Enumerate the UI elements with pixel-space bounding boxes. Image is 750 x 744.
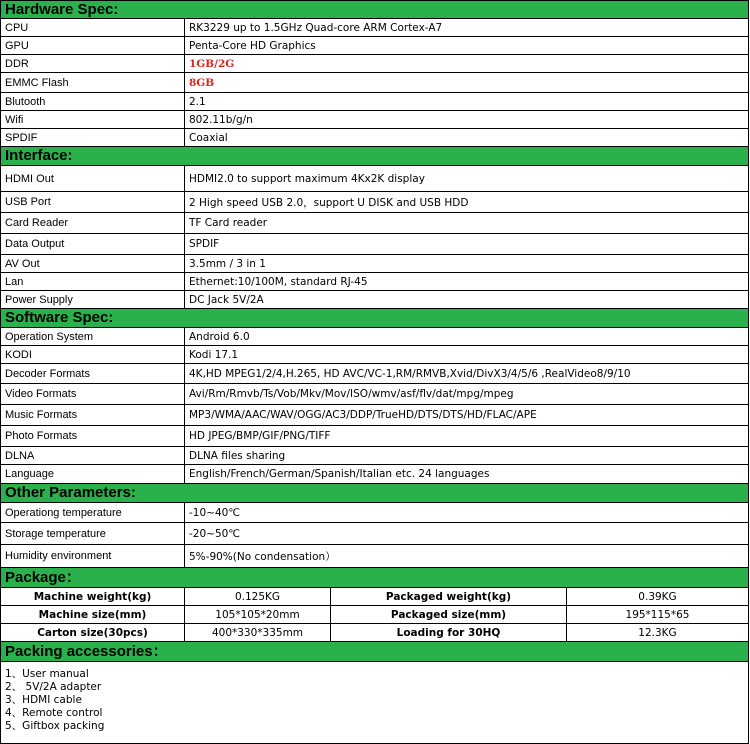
section-header-other xyxy=(0,484,749,503)
section-header-package xyxy=(0,568,749,588)
spec-value: Penta-Core HD Graphics xyxy=(189,39,316,52)
spec-label: Data Output xyxy=(1,234,185,254)
table-row xyxy=(0,426,749,447)
list-item: 5、Giftbox packing xyxy=(5,720,105,732)
table-row xyxy=(0,93,749,111)
package-value: 400*330*335mm xyxy=(185,624,331,641)
package-value: 0.39KG xyxy=(638,590,677,603)
table-row xyxy=(0,19,749,37)
spec-label: Lan xyxy=(1,273,185,290)
spec-label: Operation System xyxy=(1,328,185,345)
section-header-software xyxy=(0,309,749,328)
spec-value: English/French/German/Spanish/Italian etc. 24 languages xyxy=(189,468,490,480)
package-key: Machine size(mm) xyxy=(1,606,185,623)
spec-value: 2 High speed USB 2.0，support U DISK and USB HDD xyxy=(189,196,469,209)
table-row xyxy=(0,291,749,309)
package-key: Packaged size(mm) xyxy=(331,606,567,623)
spec-label: Language xyxy=(1,465,185,483)
spec-label: USB Port xyxy=(1,192,185,212)
spec-label: Blutooth xyxy=(1,93,185,110)
spec-value: 3.5mm / 3 in 1 xyxy=(189,257,266,270)
spec-value: 5%-90%(No condensation） xyxy=(189,550,336,563)
spec-label: Storage temperature xyxy=(1,523,185,544)
table-row xyxy=(0,384,749,405)
spec-value: -10~40℃ xyxy=(189,506,241,519)
table-row xyxy=(0,234,749,255)
spec-label: GPU xyxy=(1,37,185,54)
package-value: 0.125KG xyxy=(185,588,331,605)
spec-label: Humidity environment xyxy=(1,545,185,567)
spec-value: DC Jack 5V/2A xyxy=(189,293,264,306)
table-row xyxy=(0,545,749,568)
spec-label: Decoder Formats xyxy=(1,364,185,383)
spec-label: Card Reader xyxy=(1,213,185,233)
section-title: Packing accessories： xyxy=(5,642,168,660)
spec-label: Operationg temperature xyxy=(1,503,185,522)
spec-value: 802.11b/g/n xyxy=(189,113,253,126)
accessories-list xyxy=(0,662,749,744)
spec-value: RK3229 up to 1.5GHz Quad-core ARM Cortex-A7 xyxy=(189,21,443,34)
list-item: 4、Remote control xyxy=(5,707,103,719)
spec-value: Android 6.0 xyxy=(189,330,250,343)
spec-label: Music Formats xyxy=(1,405,185,425)
spec-value: 4K,HD MPEG1/2/4,H.265, HD AVC/VC-1,RM/RMVB,Xvid/DivX3/4/5/6 ,RealVideo8/9/10 xyxy=(189,367,631,380)
package-value: 105*105*20mm xyxy=(185,606,331,623)
spec-value: 2.1 xyxy=(189,95,206,108)
spec-value: DLNA files sharing xyxy=(189,449,286,462)
section-title: Hardware Spec: xyxy=(5,0,119,18)
spec-label: Video Formats xyxy=(1,384,185,404)
spec-label: Wifi xyxy=(1,111,185,128)
table-row xyxy=(0,346,749,364)
spec-value: Kodi 17.1 xyxy=(189,348,239,361)
spec-label: AV Out xyxy=(1,255,185,272)
list-item: 3、HDMI cable xyxy=(5,694,82,706)
section-title: Interface: xyxy=(5,147,73,164)
spec-value: Avi/Rm/Rmvb/Ts/Vob/Mkv/Mov/ISO/wmv/asf/flv/dat/mpg/mpeg xyxy=(189,388,514,400)
package-key: Machine weight(kg) xyxy=(1,588,185,605)
spec-label: Power Supply xyxy=(1,291,185,308)
spec-value: SPDIF xyxy=(189,238,220,250)
package-row xyxy=(0,606,749,624)
table-row xyxy=(0,111,749,129)
package-value: 12.3KG xyxy=(638,626,677,639)
table-row xyxy=(0,213,749,234)
spec-label: SPDIF xyxy=(1,129,185,146)
list-item: 1、User manual xyxy=(5,668,89,680)
table-row xyxy=(0,255,749,273)
table-row xyxy=(0,465,749,484)
table-row xyxy=(0,364,749,384)
table-row xyxy=(0,273,749,291)
spec-value: TF Card reader xyxy=(189,217,268,229)
table-row xyxy=(0,523,749,545)
package-key: Carton size(30pcs) xyxy=(1,624,185,641)
table-row xyxy=(0,129,749,147)
list-item: 2、 5V/2A adapter xyxy=(5,681,102,693)
package-value: 195*115*65 xyxy=(625,608,690,621)
table-row xyxy=(0,166,749,192)
table-row xyxy=(0,55,749,73)
table-row xyxy=(0,192,749,213)
section-title: Other Parameters: xyxy=(5,484,136,501)
table-row xyxy=(0,503,749,523)
spec-value-highlight: 1GB/2G xyxy=(189,57,235,70)
spec-value: -20~50℃ xyxy=(189,527,241,540)
section-title: Package： xyxy=(5,568,81,586)
spec-label: DLNA xyxy=(1,447,185,464)
spec-value: Ethernet:10/100M, standard RJ-45 xyxy=(189,275,368,288)
spec-label: CPU xyxy=(1,19,185,36)
table-row xyxy=(0,405,749,426)
package-row xyxy=(0,624,749,642)
spec-label: EMMC Flash xyxy=(1,73,185,92)
spec-label: DDR xyxy=(1,55,185,72)
table-row xyxy=(0,328,749,346)
spec-value: HDMI2.0 to support maximum 4Kx2K display xyxy=(189,172,425,185)
spec-label: Photo Formats xyxy=(1,426,185,446)
spec-value: Coaxial xyxy=(189,131,228,144)
spec-label: HDMI Out xyxy=(1,166,185,191)
package-key: Packaged weight(kg) xyxy=(331,588,567,605)
package-key: Loading for 30HQ xyxy=(331,624,567,641)
section-header-packing xyxy=(0,642,749,662)
section-header-hardware xyxy=(0,0,749,19)
spec-value: HD JPEG/BMP/GIF/PNG/TIFF xyxy=(189,430,331,442)
table-row xyxy=(0,37,749,55)
table-row xyxy=(0,447,749,465)
section-title: Software Spec: xyxy=(5,309,114,326)
section-header-interface xyxy=(0,147,749,166)
spec-value-highlight: 8GB xyxy=(189,76,215,89)
spec-label: KODI xyxy=(1,346,185,363)
table-row xyxy=(0,73,749,93)
spec-value: MP3/WMA/AAC/WAV/OGG/AC3/DDP/TrueHD/DTS/DTS/HD/FLAC/APE xyxy=(189,409,537,421)
package-row xyxy=(0,588,749,606)
